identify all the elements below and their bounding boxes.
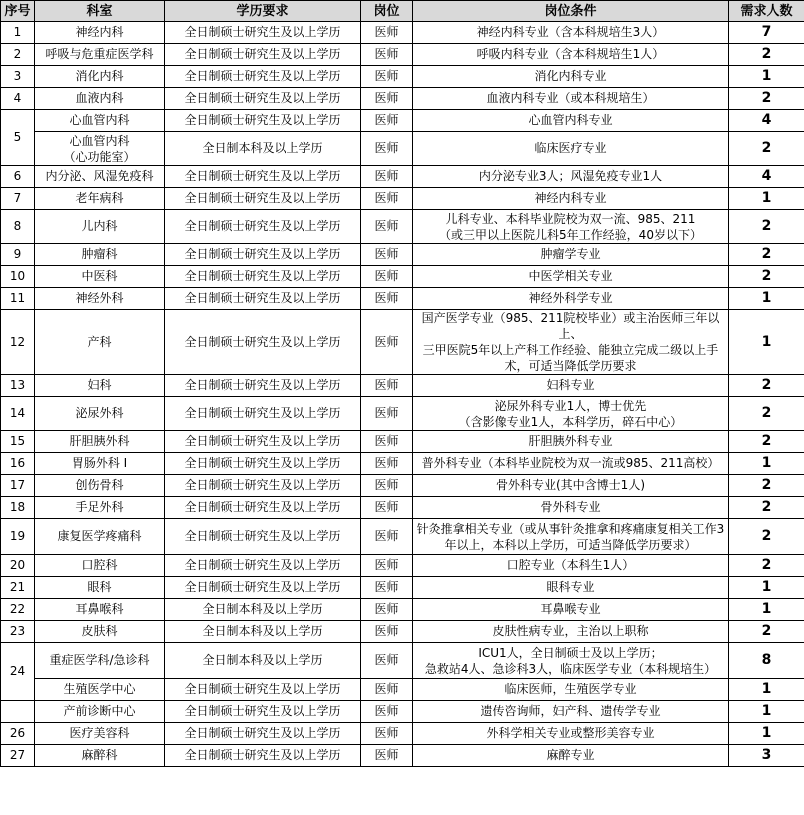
- table-row: [1, 621, 804, 643]
- cell-cond: 肝胆胰外科专业: [413, 431, 729, 453]
- cell-dept: 产科: [35, 310, 165, 375]
- table-row: [1, 375, 804, 397]
- cell-cond: 麻醉专业: [413, 745, 729, 767]
- table-row: [1, 266, 804, 288]
- cell-count: 1: [729, 310, 804, 375]
- cell-count: 2: [729, 210, 804, 244]
- cell-count: 2: [729, 621, 804, 643]
- cell-dept: 内分泌、风湿免疫科: [35, 166, 165, 188]
- cell-count: 8: [729, 643, 804, 679]
- cell-dept: 妇科: [35, 375, 165, 397]
- cell-dept: 眼科: [35, 577, 165, 599]
- cell-dept: 血液内科: [35, 88, 165, 110]
- cell-count: 2: [729, 244, 804, 266]
- cell-post: 医师: [361, 44, 413, 66]
- cell-cond: 普外科专业（本科毕业院校为双一流或985、211高校）: [413, 453, 729, 475]
- cell-post: 医师: [361, 310, 413, 375]
- cell-dept: 产前诊断中心: [35, 701, 165, 723]
- cell-dept: 心血管内科 （心功能室）: [35, 132, 165, 166]
- cell-post: 医师: [361, 431, 413, 453]
- table-row: [1, 44, 804, 66]
- table-row: [1, 110, 804, 132]
- cell-post: 医师: [361, 745, 413, 767]
- table-row: [1, 288, 804, 310]
- cell-count: 4: [729, 166, 804, 188]
- cell-dept: 神经外科: [35, 288, 165, 310]
- cell-no: 5: [1, 110, 35, 166]
- cell-count: 2: [729, 88, 804, 110]
- cell-edu: 全日制本科及以上学历: [165, 643, 361, 679]
- cell-no: [1, 701, 35, 723]
- cell-edu: 全日制硕士研究生及以上学历: [165, 110, 361, 132]
- cell-cond: 临床医师，生殖医学专业: [413, 679, 729, 701]
- cell-dept: 皮肤科: [35, 621, 165, 643]
- table-row: [1, 88, 804, 110]
- table-row: [1, 577, 804, 599]
- cell-post: 医师: [361, 453, 413, 475]
- cell-dept: 手足外科: [35, 497, 165, 519]
- cell-edu: 全日制硕士研究生及以上学历: [165, 431, 361, 453]
- cell-post: 医师: [361, 210, 413, 244]
- table-row: [1, 475, 804, 497]
- cell-dept: 创伤骨科: [35, 475, 165, 497]
- header-cond: 岗位条件: [413, 1, 729, 22]
- cell-edu: 全日制硕士研究生及以上学历: [165, 166, 361, 188]
- cell-dept: 神经内科: [35, 22, 165, 44]
- cell-edu: 全日制硕士研究生及以上学历: [165, 375, 361, 397]
- table-row: [1, 132, 804, 166]
- cell-edu: 全日制硕士研究生及以上学历: [165, 188, 361, 210]
- cell-edu: 全日制硕士研究生及以上学历: [165, 288, 361, 310]
- table-row: [1, 431, 804, 453]
- cell-no: 14: [1, 397, 35, 431]
- cell-cond: 骨外科专业: [413, 497, 729, 519]
- cell-no: 1: [1, 22, 35, 44]
- cell-dept: 重症医学科/急诊科: [35, 643, 165, 679]
- cell-dept: 老年病科: [35, 188, 165, 210]
- cell-edu: 全日制硕士研究生及以上学历: [165, 723, 361, 745]
- cell-cond: 神经内科专业: [413, 188, 729, 210]
- cell-dept: 医疗美容科: [35, 723, 165, 745]
- table-row: [1, 397, 804, 431]
- cell-count: 3: [729, 745, 804, 767]
- cell-edu: 全日制硕士研究生及以上学历: [165, 555, 361, 577]
- table-row: [1, 679, 804, 701]
- cell-no: 16: [1, 453, 35, 475]
- header-dept: 科室: [35, 1, 165, 22]
- cell-no: 21: [1, 577, 35, 599]
- table-row: [1, 22, 804, 44]
- cell-dept: 泌尿外科: [35, 397, 165, 431]
- cell-cond: 消化内科专业: [413, 66, 729, 88]
- cell-post: 医师: [361, 679, 413, 701]
- cell-cond: 肿瘤学专业: [413, 244, 729, 266]
- cell-no: 15: [1, 431, 35, 453]
- cell-post: 医师: [361, 22, 413, 44]
- cell-no: 27: [1, 745, 35, 767]
- cell-count: 1: [729, 188, 804, 210]
- cell-count: 2: [729, 397, 804, 431]
- cell-no: 13: [1, 375, 35, 397]
- table-row: [1, 555, 804, 577]
- table-row: [1, 453, 804, 475]
- cell-edu: 全日制硕士研究生及以上学历: [165, 453, 361, 475]
- cell-count: 1: [729, 679, 804, 701]
- cell-no: 3: [1, 66, 35, 88]
- cell-post: 医师: [361, 701, 413, 723]
- cell-cond: 呼吸内科专业（含本科规培生1人）: [413, 44, 729, 66]
- cell-count: 2: [729, 132, 804, 166]
- cell-no: 19: [1, 519, 35, 555]
- table-row: [1, 643, 804, 679]
- cell-no: 9: [1, 244, 35, 266]
- cell-post: 医师: [361, 555, 413, 577]
- cell-count: 4: [729, 110, 804, 132]
- cell-post: 医师: [361, 66, 413, 88]
- cell-no: 12: [1, 310, 35, 375]
- cell-post: 医师: [361, 599, 413, 621]
- cell-count: 2: [729, 266, 804, 288]
- table-row: [1, 244, 804, 266]
- cell-count: 2: [729, 431, 804, 453]
- table-row: [1, 701, 804, 723]
- table-row: [1, 497, 804, 519]
- cell-no: 23: [1, 621, 35, 643]
- cell-cond: 妇科专业: [413, 375, 729, 397]
- cell-no: 6: [1, 166, 35, 188]
- cell-count: 2: [729, 44, 804, 66]
- cell-post: 医师: [361, 519, 413, 555]
- cell-dept: 心血管内科: [35, 110, 165, 132]
- cell-dept: 生殖医学中心: [35, 679, 165, 701]
- cell-dept: 中医科: [35, 266, 165, 288]
- cell-cond: 血液内科专业（或本科规培生）: [413, 88, 729, 110]
- table-body: [1, 22, 804, 767]
- cell-cond: 内分泌专业3人；风湿免疫专业1人: [413, 166, 729, 188]
- cell-no: 20: [1, 555, 35, 577]
- cell-dept: 胃肠外科 I: [35, 453, 165, 475]
- cell-post: 医师: [361, 88, 413, 110]
- cell-count: 1: [729, 66, 804, 88]
- cell-post: 医师: [361, 577, 413, 599]
- cell-post: 医师: [361, 375, 413, 397]
- cell-cond: 针灸推拿相关专业（或从事针灸推拿和疼痛康复相关工作3 年以上，本科以上学历，可适当降低学历要求）: [413, 519, 729, 555]
- cell-count: 7: [729, 22, 804, 44]
- cell-post: 医师: [361, 166, 413, 188]
- cell-count: 2: [729, 555, 804, 577]
- cell-no: 7: [1, 188, 35, 210]
- cell-edu: 全日制硕士研究生及以上学历: [165, 475, 361, 497]
- cell-count: 1: [729, 599, 804, 621]
- cell-edu: 全日制硕士研究生及以上学历: [165, 22, 361, 44]
- cell-dept: 肿瘤科: [35, 244, 165, 266]
- cell-count: 1: [729, 701, 804, 723]
- cell-edu: 全日制硕士研究生及以上学历: [165, 244, 361, 266]
- cell-cond: 神经内科专业（含本科规培生3人）: [413, 22, 729, 44]
- cell-post: 医师: [361, 475, 413, 497]
- cell-post: 医师: [361, 244, 413, 266]
- table-row: [1, 745, 804, 767]
- cell-cond: 遗传咨询师，妇产科、遗传学专业: [413, 701, 729, 723]
- cell-dept: 呼吸与危重症医学科: [35, 44, 165, 66]
- cell-post: 医师: [361, 497, 413, 519]
- cell-dept: 肝胆胰外科: [35, 431, 165, 453]
- cell-cond: ICU1人，全日制硕士及以上学历； 急救站4人、急诊科3人，临床医学专业（本科规培生）: [413, 643, 729, 679]
- cell-edu: 全日制硕士研究生及以上学历: [165, 310, 361, 375]
- cell-cond: 中医学相关专业: [413, 266, 729, 288]
- cell-post: 医师: [361, 132, 413, 166]
- cell-edu: 全日制硕士研究生及以上学历: [165, 701, 361, 723]
- cell-edu: 全日制硕士研究生及以上学历: [165, 577, 361, 599]
- cell-cond: 泌尿外科专业1人，博士优先 （含影像专业1人，本科学历，碎石中心）: [413, 397, 729, 431]
- cell-cond: 耳鼻喉专业: [413, 599, 729, 621]
- cell-no: 24: [1, 643, 35, 701]
- cell-post: 医师: [361, 188, 413, 210]
- cell-cond: 临床医疗专业: [413, 132, 729, 166]
- cell-count: 1: [729, 723, 804, 745]
- cell-cond: 骨外科专业(其中含博士1人): [413, 475, 729, 497]
- cell-dept: 耳鼻喉科: [35, 599, 165, 621]
- cell-edu: 全日制硕士研究生及以上学历: [165, 66, 361, 88]
- table-row: [1, 310, 804, 375]
- cell-post: 医师: [361, 643, 413, 679]
- cell-count: 1: [729, 577, 804, 599]
- cell-dept: 康复医学疼痛科: [35, 519, 165, 555]
- cell-edu: 全日制硕士研究生及以上学历: [165, 679, 361, 701]
- cell-cond: 眼科专业: [413, 577, 729, 599]
- cell-post: 医师: [361, 397, 413, 431]
- cell-cond: 神经外科学专业: [413, 288, 729, 310]
- cell-cond: 口腔专业（本科生1人）: [413, 555, 729, 577]
- cell-no: 2: [1, 44, 35, 66]
- cell-count: 1: [729, 453, 804, 475]
- cell-edu: 全日制本科及以上学历: [165, 599, 361, 621]
- cell-dept: 消化内科: [35, 66, 165, 88]
- table-row: [1, 210, 804, 244]
- cell-cond: 外科学相关专业或整形美容专业: [413, 723, 729, 745]
- cell-no: 22: [1, 599, 35, 621]
- cell-post: 医师: [361, 266, 413, 288]
- cell-cond: 心血管内科专业: [413, 110, 729, 132]
- cell-no: 8: [1, 210, 35, 244]
- cell-edu: 全日制硕士研究生及以上学历: [165, 397, 361, 431]
- table-row: [1, 599, 804, 621]
- cell-no: 18: [1, 497, 35, 519]
- cell-count: 2: [729, 519, 804, 555]
- cell-dept: 麻醉科: [35, 745, 165, 767]
- cell-post: 医师: [361, 288, 413, 310]
- cell-cond: 国产医学专业（985、211院校毕业）或主治医师三年以上、 三甲医院5年以上产科工作经验、能独立完成二级以上手 术，可适当降低学历要求: [413, 310, 729, 375]
- cell-edu: 全日制硕士研究生及以上学历: [165, 210, 361, 244]
- table-row: [1, 166, 804, 188]
- cell-edu: 全日制硕士研究生及以上学历: [165, 44, 361, 66]
- cell-cond: 儿科专业、本科毕业院校为双一流、985、211 （或三甲以上医院儿科5年工作经验，40岁以下）: [413, 210, 729, 244]
- cell-dept: 口腔科: [35, 555, 165, 577]
- cell-no: 11: [1, 288, 35, 310]
- cell-no: 4: [1, 88, 35, 110]
- table-row: [1, 723, 804, 745]
- table-row: [1, 188, 804, 210]
- cell-count: 1: [729, 288, 804, 310]
- cell-post: 医师: [361, 723, 413, 745]
- cell-count: 2: [729, 497, 804, 519]
- cell-edu: 全日制硕士研究生及以上学历: [165, 519, 361, 555]
- header-no: 序号: [1, 1, 35, 22]
- cell-dept: 儿内科: [35, 210, 165, 244]
- header-post: 岗位: [361, 1, 413, 22]
- header-edu: 学历要求: [165, 1, 361, 22]
- table-row: [1, 66, 804, 88]
- cell-post: 医师: [361, 621, 413, 643]
- header-count: 需求人数: [729, 1, 804, 22]
- cell-no: 26: [1, 723, 35, 745]
- cell-count: 2: [729, 475, 804, 497]
- cell-edu: 全日制硕士研究生及以上学历: [165, 266, 361, 288]
- cell-edu: 全日制本科及以上学历: [165, 132, 361, 166]
- cell-count: 2: [729, 375, 804, 397]
- cell-edu: 全日制本科及以上学历: [165, 621, 361, 643]
- cell-no: 17: [1, 475, 35, 497]
- cell-cond: 皮肤性病专业，主治以上职称: [413, 621, 729, 643]
- cell-edu: 全日制硕士研究生及以上学历: [165, 88, 361, 110]
- header-row: [1, 1, 804, 22]
- table-row: [1, 519, 804, 555]
- cell-no: 10: [1, 266, 35, 288]
- cell-post: 医师: [361, 110, 413, 132]
- cell-edu: 全日制硕士研究生及以上学历: [165, 745, 361, 767]
- cell-edu: 全日制硕士研究生及以上学历: [165, 497, 361, 519]
